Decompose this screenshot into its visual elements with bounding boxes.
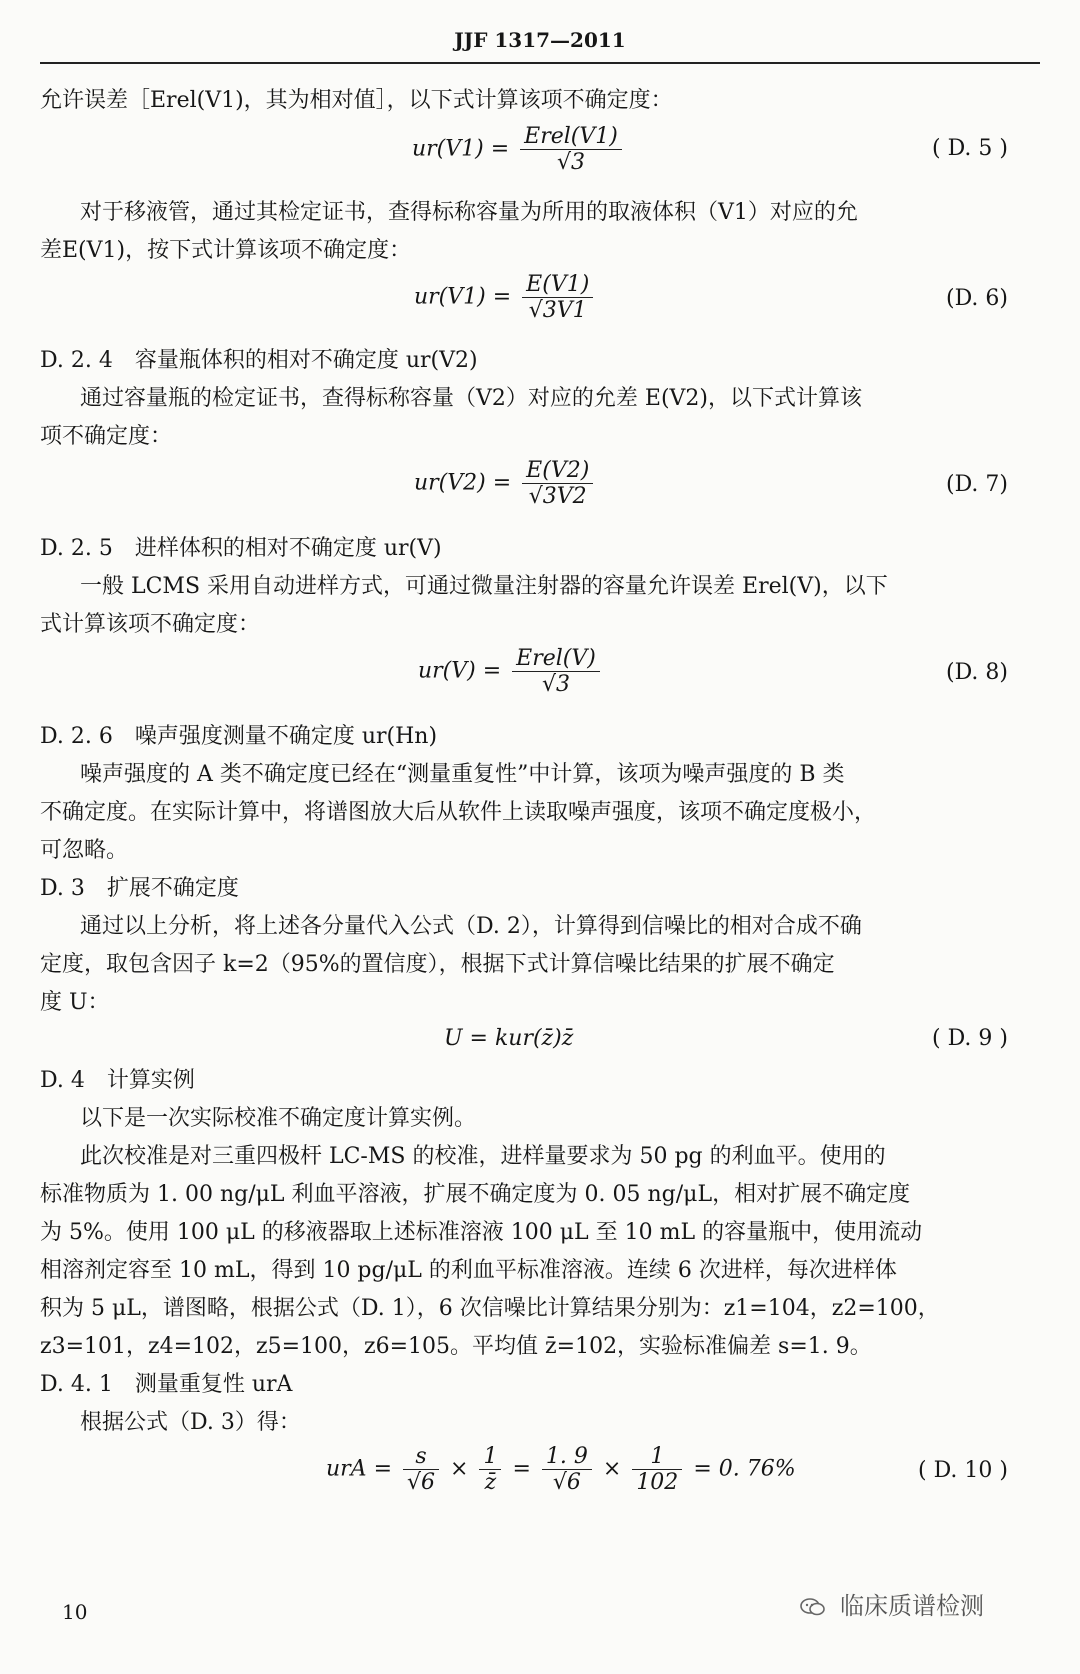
denominator: 102 [636, 1470, 679, 1495]
paragraph-line: 定度，取包含因子 k=2（95%的置信度），根据下式计算信噪比结果的扩展不确定 [40, 952, 835, 977]
paragraph-line: 式计算该项不确定度： [40, 612, 261, 637]
paragraph-line: 标准物质为 1. 00 ng/μL 利血平溶液，扩展不确定度为 0. 05 ng/μL，相对扩展不确定度 [40, 1182, 911, 1207]
paragraph-line: z3=101，z4=102，z5=100，z6=105。平均值 z̄=102，实验标准偏差 s=1. 9。 [40, 1334, 872, 1359]
wechat-icon [800, 1597, 826, 1617]
section-heading: D. 2. 4 容量瓶体积的相对不确定度 ur(V2) [40, 348, 478, 373]
page-header: JJF 1317—2011 [40, 22, 1040, 64]
fraction [542, 1444, 592, 1495]
paragraph-line: 项不确定度： [40, 424, 173, 449]
equals-operator: = [512, 1456, 531, 1482]
formula-lhs: ur(V2) = [414, 470, 512, 496]
paragraph-line: 积为 5 μL，谱图略，根据公式（D. 1），6 次信噪比计算结果分别为：z1=104，z2=100， [40, 1296, 940, 1321]
paragraph-line: 通过容量瓶的检定证书，查得标称容量（V2）对应的允差 E(V2)，以下式计算该 [80, 386, 862, 411]
formula-lhs: ur(V1) = [412, 136, 510, 162]
paragraph-line: 允许误差［Erel(V1)，其为相对值］，以下式计算该项不确定度： [40, 88, 673, 113]
fraction [512, 646, 600, 697]
denominator: √6 [552, 1470, 581, 1495]
section-heading: D. 4. 1 测量重复性 urA [40, 1372, 293, 1397]
denominator: √6 [407, 1470, 436, 1495]
formula-d6 [414, 272, 597, 323]
paragraph-line: 度 U： [40, 990, 110, 1015]
section-heading: D. 4 计算实例 [40, 1068, 195, 1093]
fraction [520, 124, 622, 175]
formula-lhs: urA = [326, 1456, 392, 1482]
equation-number: ( D. 5 ) [932, 136, 1008, 161]
formula-d8 [418, 646, 604, 697]
times-operator: × [450, 1456, 469, 1482]
paragraph-line: 对于移液管，通过其检定证书，查得标称容量为所用的取液体积（V1）对应的允 [80, 200, 858, 225]
section-heading: D. 2. 6 噪声强度测量不确定度 ur(Hn) [40, 724, 438, 749]
formula-d10 [326, 1444, 796, 1495]
denominator: √3V1 [528, 298, 587, 323]
equation-number: ( D. 9 ) [932, 1026, 1008, 1051]
denominator: √3V2 [528, 484, 587, 509]
fraction [632, 1444, 682, 1495]
denominator: √3 [542, 672, 571, 697]
fraction [522, 458, 593, 509]
paragraph-line: 此次校准是对三重四极杆 LC-MS 的校准，进样量要求为 50 pg 的利血平。使用的 [80, 1144, 886, 1169]
denominator: √3 [557, 150, 586, 175]
numerator: Erel(V1) [520, 124, 622, 150]
numerator: Erel(V) [512, 646, 600, 672]
formula-d5 [412, 124, 626, 175]
paragraph-line: 通过以上分析，将上述各分量代入公式（D. 2），计算得到信噪比的相对合成不确 [80, 914, 862, 939]
numerator: E(V1) [522, 272, 593, 298]
paragraph-line: 不确定度。在实际计算中，将谱图放大后从软件上读取噪声强度，该项不确定度极小， [40, 800, 877, 825]
times-operator: × [602, 1456, 622, 1482]
fraction [479, 1444, 501, 1495]
numerator: 1. 9 [542, 1444, 592, 1470]
equation-number: (D. 7) [945, 472, 1008, 497]
formula-d7 [414, 458, 597, 509]
numerator: E(V2) [522, 458, 593, 484]
section-heading: D. 2. 5 进样体积的相对不确定度 ur(V) [40, 536, 442, 561]
section-heading: D. 3 扩展不确定度 [40, 876, 239, 901]
fraction [522, 272, 593, 323]
paragraph-line: 可忽略。 [40, 838, 129, 863]
watermark-text: 临床质谱检测 [840, 1592, 984, 1620]
paragraph-line: 以下是一次实际校准不确定度计算实例。 [80, 1106, 477, 1131]
formula-rhs: = 0. 76% [693, 1456, 796, 1482]
equation-number: ( D. 10 ) [918, 1458, 1008, 1483]
paragraph-line: 相溶剂定容至 10 mL，得到 10 pg/μL 的利血平标准溶液。连续 6 次进样，每次进样体 [40, 1258, 897, 1283]
denominator: z̄ [484, 1470, 497, 1495]
paragraph-line: 根据公式（D. 3）得： [80, 1410, 301, 1435]
watermark [800, 1586, 984, 1621]
paragraph-line: 噪声强度的 A 类不确定度已经在“测量重复性”中计算，该项为噪声强度的 B 类 [80, 762, 845, 787]
equation-number: (D. 8) [945, 660, 1008, 685]
paragraph-line: 为 5%。使用 100 μL 的移液器取上述标准溶液 100 μL 至 10 mL 的容量瓶中，使用流动 [40, 1220, 923, 1245]
numerator: s [403, 1444, 439, 1470]
paragraph-line: 差E(V1)，按下式计算该项不确定度： [40, 238, 412, 263]
numerator: 1 [632, 1444, 682, 1470]
page-number: 10 [62, 1600, 88, 1624]
equation-number: (D. 6) [945, 286, 1008, 311]
formula-lhs: ur(V) = [418, 658, 502, 684]
numerator: 1 [479, 1444, 501, 1470]
paragraph-line: 一般 LCMS 采用自动进样方式，可通过微量注射器的容量允许误差 Erel(V)，以下 [80, 574, 888, 599]
formula-lhs: ur(V1) = [414, 284, 512, 310]
formula-d9: U = kur(z̄)z̄ [444, 1026, 574, 1051]
fraction [403, 1444, 439, 1495]
